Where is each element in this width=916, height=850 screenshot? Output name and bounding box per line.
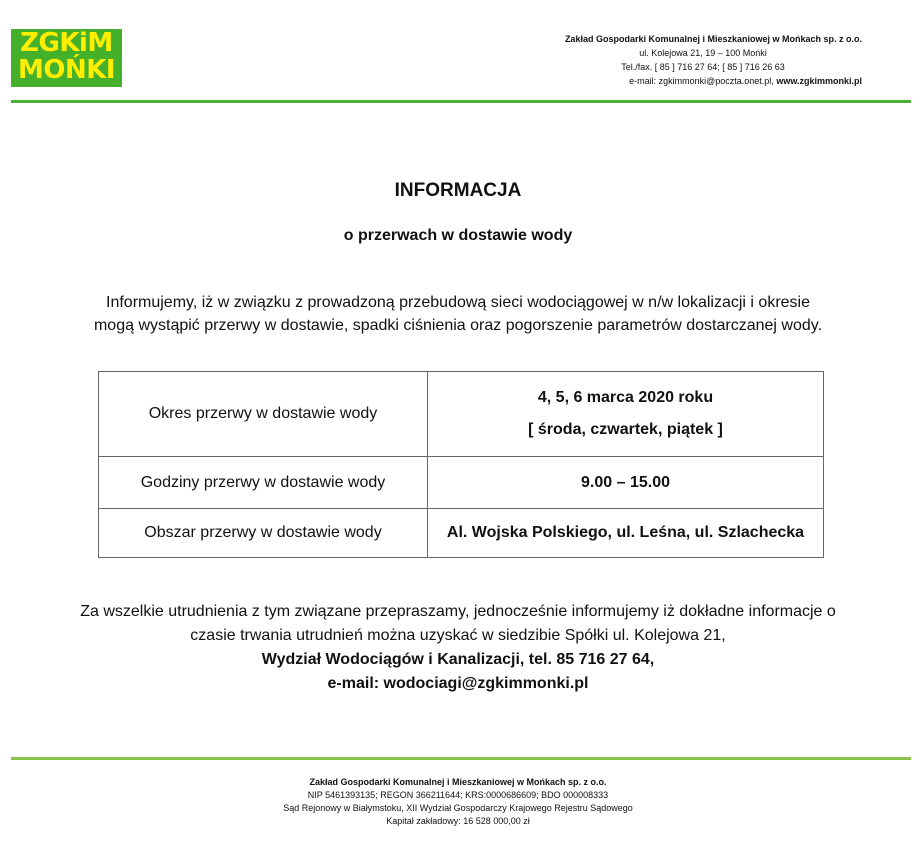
footer-ids: NIP 5461393135; REGON 366211644; KRS:0000686609; BDO 000008333 [307, 790, 609, 800]
table-row [99, 509, 824, 558]
company-logo [11, 29, 122, 87]
logo-line1: ZGKiM [20, 28, 113, 58]
letterhead [462, 32, 862, 88]
table-row [99, 372, 824, 457]
page-subtitle: o przerwach w dostawie wody [343, 227, 573, 244]
row-label: Okres przerwy w dostawie wody [99, 372, 428, 457]
footer-capital: Kapitał zakładowy: 16 528 000,00 zł [386, 816, 530, 826]
row-value [428, 372, 824, 457]
logo-line2: MOŃKI [17, 55, 116, 85]
dates-value: 4, 5, 6 marca 2020 roku [537, 389, 714, 406]
letterhead-phone: Tel./fax. [ 85 ] 716 27 64; [ 85 ] 716 26 63 [621, 62, 785, 72]
intro-paragraph [30, 291, 886, 337]
department-contact: Wydział Wodociągów i Kanalizacji, tel. 85 716 27 64, [261, 651, 655, 668]
letterhead-website: www.zgkimmonki.pl [776, 76, 862, 86]
header-divider [11, 100, 911, 103]
footer-divider [11, 757, 911, 760]
letterhead-company: Zakład Gospodarki Komunalnej i Mieszkaniowej w Mońkach sp. z o.o. [564, 34, 862, 44]
footer-court: Sąd Rejonowy w Białymstoku, XII Wydział Gospodarczy Krajowego Rejestru Sądowego [283, 803, 633, 813]
area-value: Al. Wojska Polskiego, ul. Leśna, ul. Szlachecka [428, 509, 824, 558]
intro-line: Informujemy, iż w związku z prowadzoną przebudową sieci wodociągowej w n/w lokalizacji i okresie [106, 294, 810, 311]
weekdays-value: [ środa, czwartek, piątek ] [528, 421, 723, 438]
letterhead-email: e-mail: zgkimmonki@poczta.onet.pl, [629, 76, 777, 86]
closing-paragraph [20, 600, 896, 696]
closing-line: Za wszelkie utrudnienia z tym związane przepraszamy, jednocześnie informujemy iż dokładne informacje o [80, 603, 836, 620]
footer-company: Zakład Gospodarki Komunalnej i Mieszkaniowej w Mońkach sp. z o.o. [309, 777, 607, 787]
row-label: Godziny przerwy w dostawie wody [99, 457, 428, 509]
closing-line: czasie trwania utrudnień można uzyskać w siedzibie Spółki ul. Kolejowa 21, [190, 627, 726, 644]
row-label: Obszar przerwy w dostawie wody [99, 509, 428, 558]
department-email: e-mail: wodociagi@zgkimmonki.pl [327, 675, 589, 692]
table-row [99, 457, 824, 509]
interruption-table [98, 371, 824, 558]
footer [0, 776, 916, 828]
page-title: INFORMACJA [394, 180, 522, 201]
letterhead-address: ul. Kolejowa 21, 19 – 100 Mońki [639, 48, 767, 58]
hours-value: 9.00 – 15.00 [428, 457, 824, 509]
intro-line: mogą wystąpić przerwy w dostawie, spadki ciśnienia oraz pogorszenie parametrów dostarczanej wody. [93, 317, 823, 334]
letterhead-contact [462, 74, 862, 88]
